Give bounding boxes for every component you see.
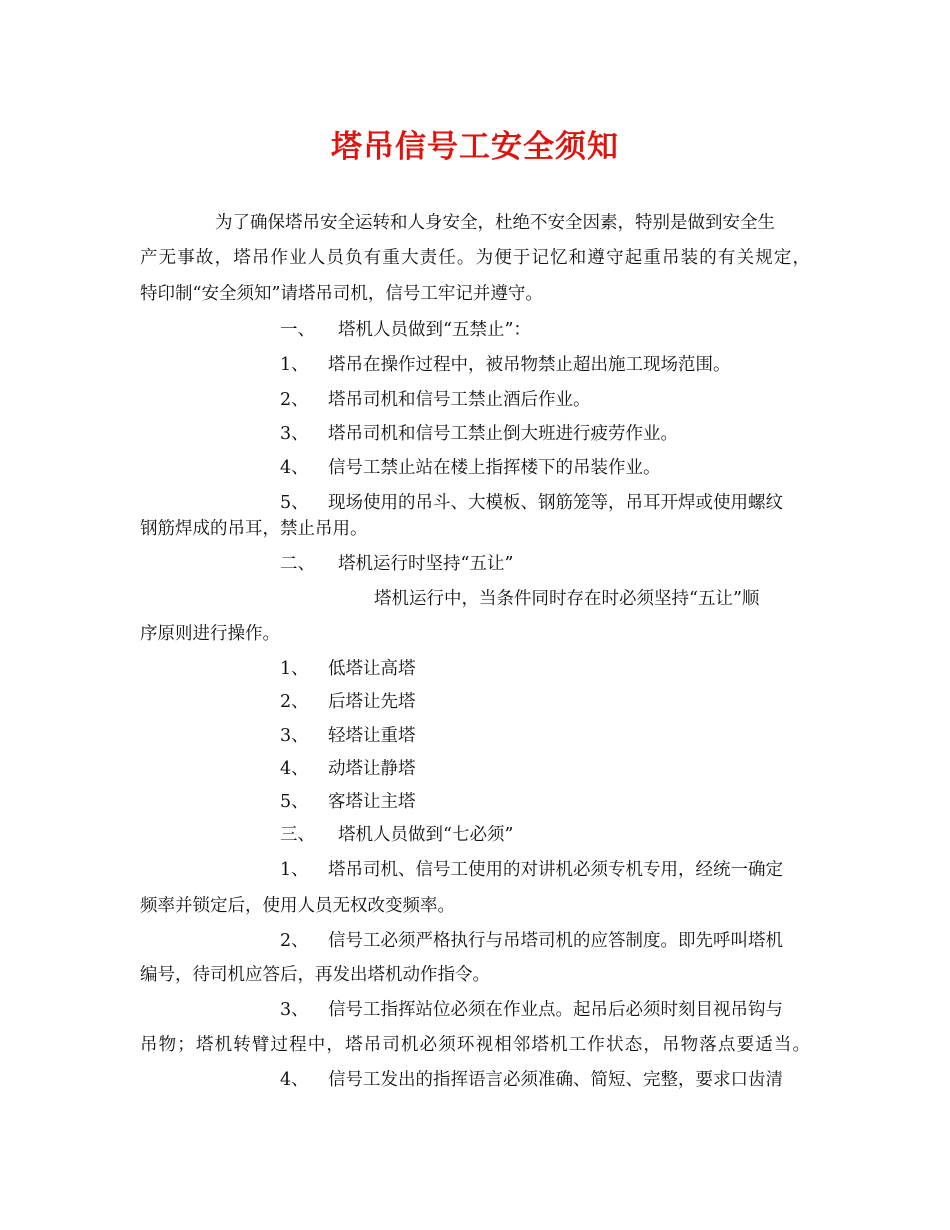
item-number: 4、	[280, 759, 309, 779]
section-2-intro-continuation: 序原则进行操作。	[140, 624, 280, 644]
section-number: 一、	[280, 320, 315, 340]
list-item	[280, 1068, 783, 1092]
list-item-continuation: 编号，待司机应答后，再发出塔机动作指令。	[140, 965, 490, 985]
item-text: 塔吊司机和信号工禁止酒后作业。	[328, 390, 591, 410]
item-number: 3、	[280, 726, 309, 746]
list-item-continuation: 吊物；塔机转臂过程中，塔吊司机必须环视相邻塔机工作状态，吊物落点要适当。	[140, 1035, 810, 1055]
item-number: 3、	[280, 1000, 309, 1020]
intro-line-3: 特印制“安全须知”请塔吊司机，信号工牢记并遵守。	[140, 284, 543, 304]
item-text: 客塔让主塔	[328, 792, 416, 812]
item-number: 2、	[280, 692, 309, 712]
list-item	[280, 491, 783, 515]
section-1-heading	[280, 318, 531, 342]
list-item-continuation: 钢筋焊成的吊耳，禁止吊用。	[140, 519, 368, 539]
list-item	[280, 456, 661, 480]
item-text: 塔吊司机和信号工禁止倒大班进行疲劳作业。	[328, 424, 678, 444]
list-item	[280, 657, 416, 681]
list-item	[280, 690, 416, 714]
item-number: 4、	[280, 458, 309, 478]
section-2-intro: 塔机运行中，当条件同时存在时必须坚持“五让”顺	[374, 589, 760, 609]
list-item-continuation: 频率并锁定后，使用人员无权改变频率。	[140, 896, 455, 916]
intro-line-1: 为了确保塔吊安全运转和人身安全，杜绝不安全因素，特别是做到安全生	[215, 213, 775, 233]
item-number: 3、	[280, 424, 309, 444]
item-text: 动塔让静塔	[328, 759, 416, 779]
section-number: 三、	[280, 825, 315, 845]
list-item	[280, 998, 783, 1022]
item-text: 后塔让先塔	[328, 692, 416, 712]
item-number: 1、	[280, 659, 309, 679]
item-text: 信号工必须严格执行与吊塔司机的应答制度。即先呼叫塔机	[328, 931, 783, 951]
section-title: 塔机运行时坚持“五让”	[338, 554, 514, 574]
list-item	[280, 757, 416, 781]
item-number: 1、	[280, 355, 309, 375]
item-text: 信号工禁止站在楼上指挥楼下的吊装作业。	[328, 458, 661, 478]
item-number: 4、	[280, 1070, 309, 1090]
list-item	[280, 790, 416, 814]
item-number: 2、	[280, 390, 309, 410]
item-text: 塔吊司机、信号工使用的对讲机必须专机专用，经统一确定	[328, 860, 783, 880]
section-title: 塔机人员做到“七必须”	[338, 825, 514, 845]
item-text: 信号工发出的指挥语言必须准确、简短、完整，要求口齿清	[328, 1070, 783, 1090]
section-number: 二、	[280, 554, 315, 574]
item-text: 低塔让高塔	[328, 659, 416, 679]
section-title: 塔机人员做到“五禁止”：	[338, 320, 531, 340]
list-item	[280, 858, 783, 882]
item-text: 塔吊在操作过程中，被吊物禁止超出施工现场范围。	[328, 355, 731, 375]
list-item	[280, 353, 731, 377]
item-number: 2、	[280, 931, 309, 951]
item-text: 信号工指挥站位必须在作业点。起吊后必须时刻目视吊钩与	[328, 1000, 783, 1020]
section-3-heading	[280, 823, 513, 847]
section-2-heading	[280, 552, 513, 576]
list-item	[280, 388, 591, 412]
document-title: 塔吊信号工安全须知	[331, 129, 619, 165]
item-number: 1、	[280, 860, 309, 880]
item-number: 5、	[280, 792, 309, 812]
list-item	[280, 929, 783, 953]
item-text: 现场使用的吊斗、大模板、钢筋笼等，吊耳开焊或使用螺纹	[328, 493, 783, 513]
list-item	[280, 422, 678, 446]
list-item	[280, 724, 416, 748]
item-number: 5、	[280, 493, 309, 513]
item-text: 轻塔让重塔	[328, 726, 416, 746]
intro-line-2: 产无事故，塔吊作业人员负有重大责任。为便于记忆和遵守起重吊装的有关规定，	[140, 248, 810, 268]
